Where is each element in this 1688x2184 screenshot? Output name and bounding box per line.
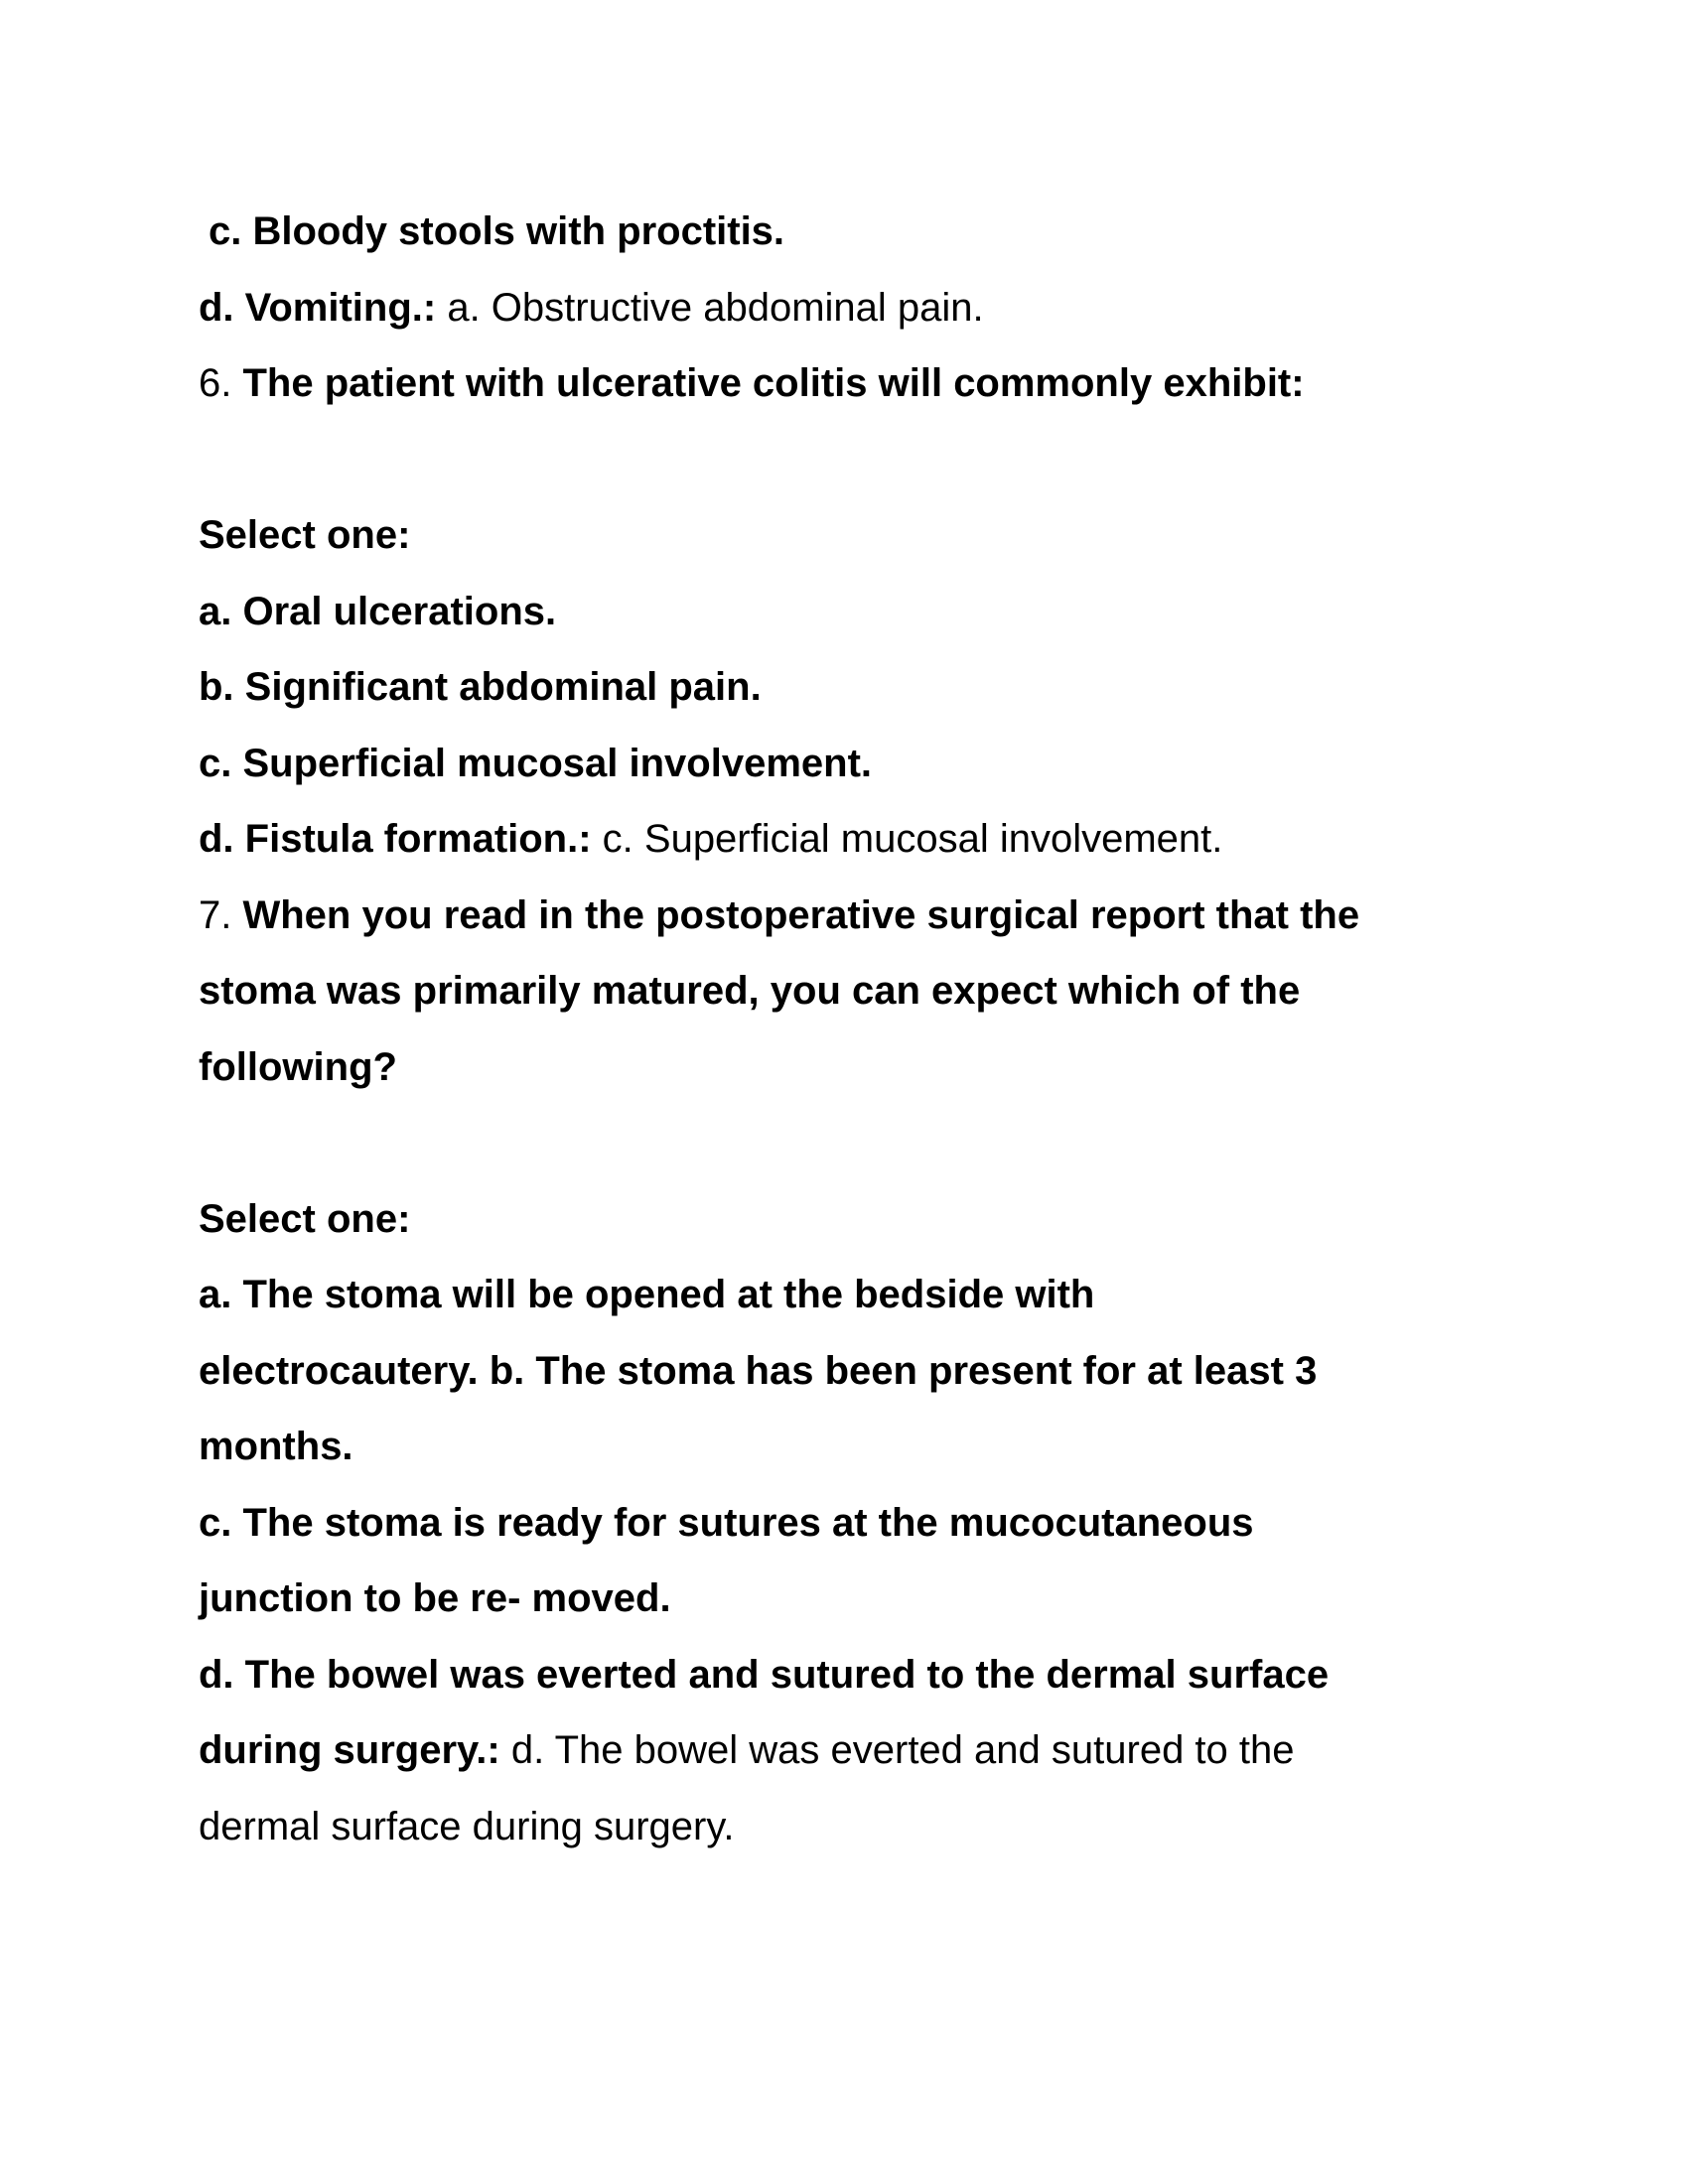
option-text: a. The stoma will be opened at the bedside with (199, 1273, 1095, 1316)
q6-option-c (199, 726, 1509, 802)
option-text: d. Fistula formation.: (199, 817, 592, 861)
q7-option-c (199, 1485, 1509, 1562)
question-text: The patient with ulcerative colitis will commonly exhibit: (242, 361, 1305, 405)
q7-option-d (199, 1637, 1509, 1713)
question-text: When you read in the postoperative surgical report that the (242, 892, 1360, 937)
q7-answer-continued (199, 1789, 1509, 1865)
select-one-label: Select one: (199, 513, 411, 557)
option-text: c. Bloody stools with proctitis. (209, 209, 785, 253)
q6-option-d-with-answer (199, 801, 1509, 878)
spacer (199, 1105, 1509, 1181)
document-page (199, 194, 1509, 1864)
q7-option-d-with-answer (199, 1712, 1509, 1789)
option-text: months. (199, 1425, 353, 1468)
option-text: during surgery.: (199, 1728, 500, 1772)
question-6 (199, 345, 1509, 422)
q7-option-a (199, 1257, 1509, 1333)
option-text: c. The stoma is ready for sutures at the mucocutaneous (199, 1500, 1254, 1545)
question-number: 6. (199, 361, 243, 405)
question-text: following? (199, 1044, 397, 1089)
question-number: 7. (199, 892, 243, 937)
q7-option-b-continued (199, 1409, 1509, 1485)
question-7-line-1 (199, 878, 1509, 954)
q7-select-one (199, 1181, 1509, 1258)
q5-option-c (199, 194, 1509, 270)
option-text: d. Vomiting.: (199, 285, 437, 330)
question-7-line-2 (199, 953, 1509, 1029)
option-text: a. Oral ulcerations. (199, 589, 557, 633)
q7-option-a-b-continued (199, 1333, 1509, 1410)
option-text: junction to be re- moved. (199, 1576, 671, 1620)
option-text: electrocautery. b. The stoma has been present for at least 3 (199, 1348, 1318, 1393)
answer-text: d. The bowel was everted and sutured to the (499, 1728, 1295, 1772)
q6-select-one (199, 497, 1509, 574)
question-text: stoma was primarily matured, you can expect which of the (199, 969, 1301, 1013)
q7-option-c-continued (199, 1561, 1509, 1637)
select-one-label: Select one: (199, 1196, 411, 1241)
question-7-line-3 (199, 1029, 1509, 1106)
answer-text: c. Superficial mucosal involvement. (591, 817, 1223, 861)
option-text: c. Superficial mucosal involvement. (199, 741, 873, 785)
spacer (199, 422, 1509, 498)
answer-text: dermal surface during surgery. (199, 1804, 735, 1848)
answer-text: a. Obstructive abdominal pain. (436, 285, 984, 330)
q6-option-a (199, 574, 1509, 650)
option-text: d. The bowel was everted and sutured to the dermal surface (199, 1652, 1330, 1697)
q5-option-d-with-answer (199, 270, 1509, 346)
q6-option-b (199, 649, 1509, 726)
option-text: b. Significant abdominal pain. (199, 665, 762, 709)
